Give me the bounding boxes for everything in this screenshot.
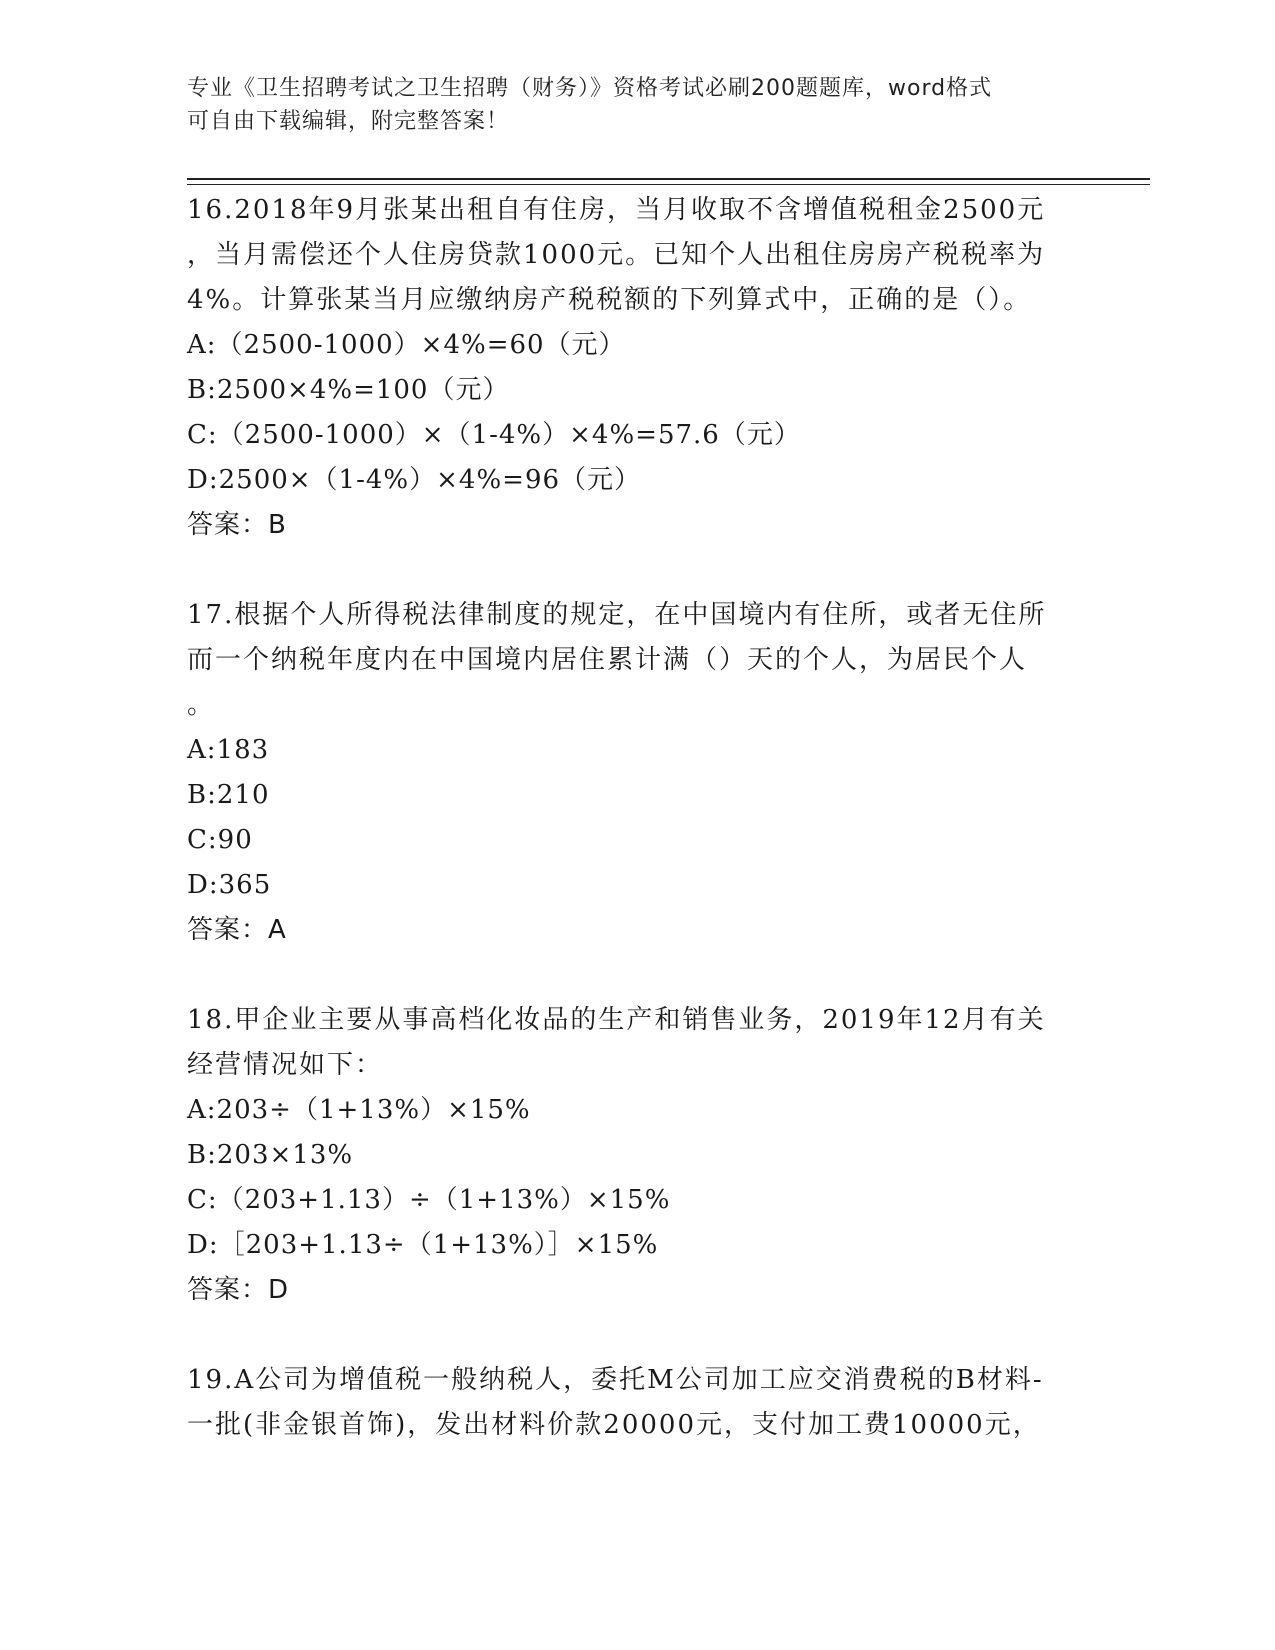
header-line-2: 可自由下载编辑，附完整答案！	[187, 109, 510, 134]
question-stem-line: 而一个纳税年度内在中国境内居住累计满（）天的个人，为居民个人	[187, 645, 1028, 675]
question-16	[187, 188, 1087, 548]
question-17	[187, 593, 1087, 953]
question-stem-line: 18.甲企业主要从事高档化妆品的生产和销售业务，2019年12月有关	[187, 1005, 1046, 1035]
question-spacer	[187, 548, 1087, 593]
question-stem-line: 16.2018年9月张某出租自有住房，当月收取不含增值税租金2500元	[187, 195, 1046, 225]
question-list	[187, 188, 1087, 1448]
question-stem-line: ，当月需偿还个人住房贷款1000元。已知个人出租住房房产税税率为	[187, 240, 1046, 270]
question-spacer	[187, 953, 1087, 998]
question-stem-line: 经营情况如下：	[187, 1050, 384, 1080]
question-stem-line: 。	[187, 690, 216, 720]
option-c: C:（2500-1000）×（1-4%）×4%=57.6（元）	[187, 420, 801, 450]
question-stem-line: 4%。计算张某当月应缴纳房产税税额的下列算式中，正确的是（）。	[187, 285, 1032, 315]
question-19	[187, 1358, 1087, 1448]
question-stem-line: 17.根据个人所得税法律制度的规定，在中国境内有住所，或者无住所	[187, 600, 1047, 630]
question-stem-line: 一批(非金银首饰)，发出材料价款20000元，支付加工费10000元，	[187, 1410, 1041, 1440]
document-header	[187, 72, 1067, 138]
option-a: A:203÷（1+13%）×15%	[187, 1095, 531, 1125]
option-d: D:［203+1.13÷（1+13%）］×15%	[187, 1230, 659, 1260]
option-b: B:203×13%	[187, 1140, 354, 1170]
question-18	[187, 998, 1087, 1313]
answer-label: 答案：D	[187, 1275, 290, 1305]
header-divider-thin	[187, 184, 1150, 185]
question-spacer	[187, 1313, 1087, 1358]
header-divider-thick	[187, 178, 1150, 180]
option-a: A:183	[187, 735, 270, 765]
option-b: B:2500×4%=100（元）	[187, 375, 510, 405]
option-c: C:（203+1.13）÷（1+13%）×15%	[187, 1185, 671, 1215]
option-b: B:210	[187, 780, 270, 810]
option-c: C:90	[187, 825, 253, 855]
option-d: D:2500×（1-4%）×4%=96（元）	[187, 465, 642, 495]
answer-label: 答案：B	[187, 510, 287, 540]
answer-label: 答案：A	[187, 915, 287, 945]
option-a: A:（2500-1000）×4%=60（元）	[187, 330, 626, 360]
header-line-1: 专业《卫生招聘考试之卫生招聘（财务）》资格考试必刷200题题库，word格式	[187, 76, 993, 101]
option-d: D:365	[187, 870, 272, 900]
question-stem-line: 19.A公司为增值税一般纳税人，委托M公司加工应交消费税的B材料-	[187, 1365, 1044, 1395]
